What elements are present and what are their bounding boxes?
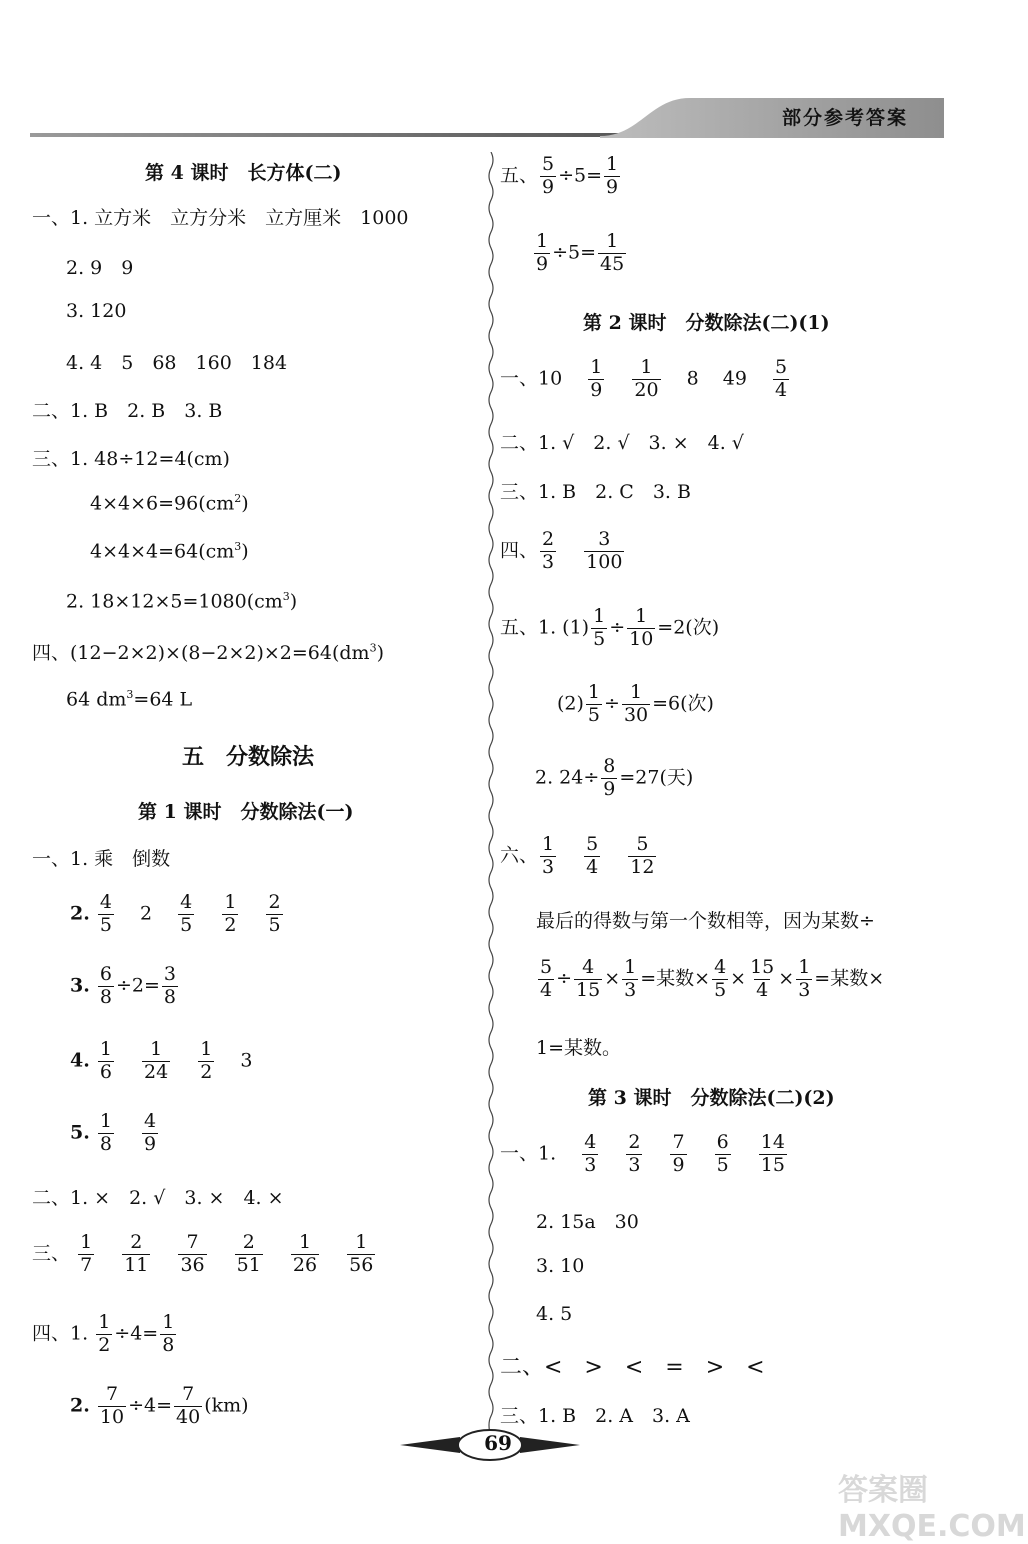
fraction: $\frac{1}{9}$	[606, 153, 619, 198]
column-divider	[487, 152, 495, 1437]
answer-line: 2. 24÷ $\frac{8}{9}$ =27(天)	[535, 755, 694, 800]
answer-line: 2. $18\times 12\times 5=1080(cm^3)$	[66, 590, 298, 613]
fraction: $\frac{2}{3}$	[542, 528, 555, 573]
fraction: $\frac{1}{9}$	[536, 230, 549, 275]
fraction: $\frac{4}{9}$	[144, 1110, 157, 1155]
fraction: $\frac{5}{4}$	[586, 833, 599, 878]
fraction: $\frac{7}{10}$	[99, 1383, 125, 1428]
answer-line: 一、1. 乘 倒数	[32, 848, 171, 870]
fraction: $\frac{1}{8}$	[162, 1311, 175, 1356]
fraction: $\frac{1}{3}$	[798, 956, 811, 1001]
fraction: $\frac{8}{9}$	[603, 755, 616, 800]
answer-line: $4\times 4\times 4=64(cm^3)$	[90, 540, 249, 563]
answer-line: 四、1. $\frac{1}{2}$ ÷4= $\frac{1}{8}$	[32, 1311, 175, 1356]
fraction: $\frac{1}{20}$	[634, 356, 659, 401]
fraction: $\frac{4}{3}$	[584, 1131, 597, 1176]
answer-line: 二、1. × 2. √ 3. × 4. ×	[32, 1187, 284, 1209]
answer-line: 2. 9 9	[66, 257, 134, 279]
answer-line: 二、1. B 2. B 3. B	[32, 400, 223, 422]
fraction: $\frac{1}{26}$	[292, 1231, 318, 1276]
fraction: $\frac{2}{51}$	[236, 1231, 261, 1276]
answer-line: $\frac{5}{4}$ ÷ $\frac{4}{15}$ × $\frac{1}{3}$ =某数× $\frac{4}{5}$ × $\frac{15}{4}$ × $\frac{1}{3}$ =某数×	[540, 956, 885, 1001]
answer-line: 2. $\frac{7}{10}$ ÷4= $\frac{7}{40}$ (km)	[70, 1383, 249, 1428]
header-title: 部分参考答案	[782, 107, 909, 129]
fraction: $\frac{2}{3}$	[628, 1131, 641, 1176]
lesson3-title: 第 3 课时 分数除法(二)(2)	[588, 1087, 835, 1109]
fraction: $\frac{1}{2}$	[224, 891, 237, 936]
answer-line: 六、 $\frac{1}{3}$ $\frac{5}{4}$ $\frac{5}{12}$	[500, 833, 655, 878]
fraction: $\frac{1}{9}$	[590, 356, 603, 401]
fraction: $\frac{1}{7}$	[80, 1231, 93, 1276]
answer-line: 4. 5	[536, 1303, 573, 1325]
answer-line: 1=某数。	[536, 1037, 622, 1059]
fraction: $\frac{1}{56}$	[349, 1231, 374, 1276]
fraction: $\frac{1}{6}$	[99, 1038, 112, 1083]
fraction: $\frac{1}{2}$	[200, 1038, 213, 1083]
fraction: $\frac{1}{3}$	[542, 833, 555, 878]
fraction: $\frac{1}{45}$	[600, 230, 625, 275]
fraction: $\frac{1}{3}$	[624, 956, 637, 1001]
answer-line: 四、$(12-2\times 2)\times(8-2\times 2)\times 2=64(dm^3)$	[32, 641, 384, 664]
answer-line: 2. $\frac{4}{5}$ 2 $\frac{4}{5}$ $\frac{1}{2}$ $\frac{2}{5}$	[70, 891, 281, 936]
answer-line: 五、1. (1) $\frac{1}{5}$ ÷ $\frac{1}{10}$ =2(次)	[500, 605, 720, 650]
answer-line: 4. $\frac{1}{6}$ $\frac{1}{24}$ $\frac{1}{2}$ 3	[70, 1038, 253, 1083]
lesson4-title: 第 4 课时 长方体(二)	[145, 162, 342, 184]
answer-line: 三、1. B 2. C 3. B	[500, 481, 691, 503]
answer-line: 64 $dm^3=64$ L	[66, 688, 193, 711]
answer-line: $4\times 4\times 6=96(cm^2)$	[90, 492, 249, 515]
fraction: $\frac{1}{30}$	[623, 681, 649, 726]
fraction: $\frac{5}{4}$	[540, 956, 553, 1001]
answer-line: (2) $\frac{1}{5}$ ÷ $\frac{1}{30}$ =6(次)	[557, 681, 714, 726]
fraction: $\frac{7}{40}$	[176, 1383, 201, 1428]
fraction: $\frac{4}{5}$	[99, 891, 112, 936]
fraction: $\frac{4}{5}$	[714, 956, 727, 1001]
answer-line: 一、10 $\frac{1}{9}$ $\frac{1}{20}$ 8 49 $\frac{5}{4}$	[500, 356, 788, 401]
header-rule	[30, 133, 640, 137]
fraction: $\frac{1}{2}$	[98, 1311, 111, 1356]
answer-line: $\frac{1}{9}$ ÷5= $\frac{1}{45}$	[536, 230, 625, 275]
fraction: $\frac{1}{5}$	[593, 605, 606, 650]
answer-line: 二、< > < = > <	[500, 1355, 765, 1380]
fraction: $\frac{1}{24}$	[144, 1038, 169, 1083]
answer-line: 3. $\frac{6}{8}$ ÷2= $\frac{3}{8}$	[70, 963, 177, 1008]
answer-line: 3. 10	[536, 1255, 585, 1277]
fraction: $\frac{5}{9}$	[542, 153, 555, 198]
page-number: 69	[484, 1431, 512, 1455]
answer-line: 四、 $\frac{2}{3}$ $\frac{3}{100}$	[500, 528, 623, 573]
fraction: $\frac{1}{8}$	[99, 1110, 112, 1155]
answer-line: 4. 4 5 68 160 184	[66, 352, 288, 374]
answer-line: 三、 $\frac{1}{7}$ $\frac{2}{11}$ $\frac{7}{36}$ $\frac{2}{51}$ $\frac{1}{26}$ $\frac{1}{56}$	[32, 1231, 374, 1276]
fraction: $\frac{7}{36}$	[180, 1231, 205, 1276]
fraction: $\frac{15}{4}$	[750, 956, 775, 1001]
answer-line: 3. 120	[66, 300, 127, 322]
fraction: $\frac{5}{12}$	[630, 833, 655, 878]
fraction: $\frac{3}{8}$	[163, 963, 177, 1008]
fraction: $\frac{6}{5}$	[716, 1131, 729, 1176]
fraction: $\frac{6}{8}$	[99, 963, 112, 1008]
fraction: $\frac{3}{100}$	[586, 528, 623, 573]
fraction: $\frac{2}{5}$	[268, 891, 281, 936]
answer-line: 一、1. $\frac{4}{3}$ $\frac{2}{3}$ $\frac{7}{9}$ $\frac{6}{5}$ $\frac{14}{15}$	[500, 1131, 785, 1176]
fraction: $\frac{2}{11}$	[124, 1231, 149, 1276]
lesson1-title: 第 1 课时 分数除法(一)	[138, 801, 354, 823]
section-title: 五 分数除法	[182, 744, 315, 770]
answer-line: 二、1. √ 2. √ 3. × 4. √	[500, 432, 744, 454]
answer-line: 五、 $\frac{5}{9}$ ÷5= $\frac{1}{9}$	[500, 153, 619, 198]
answer-line: 5. $\frac{1}{8}$ $\frac{4}{9}$	[70, 1110, 157, 1155]
fraction: $\frac{14}{15}$	[760, 1131, 785, 1176]
answer-line: 三、1. 48÷12=4(cm)	[32, 448, 230, 470]
lesson2-title: 第 2 课时 分数除法(二)(1)	[583, 312, 830, 334]
fraction: $\frac{5}{4}$	[774, 356, 788, 401]
answer-line: 2. 15a 30	[536, 1211, 639, 1233]
answer-line: 最后的得数与第一个数相等，因为某数÷	[536, 910, 875, 932]
watermark: 答案圈 MXQE.COM	[838, 1473, 1026, 1544]
fraction: $\frac{4}{15}$	[576, 956, 601, 1001]
fraction: $\frac{1}{10}$	[629, 605, 654, 650]
fraction: $\frac{7}{9}$	[672, 1131, 685, 1176]
answer-line: 三、1. B 2. A 3. A	[500, 1405, 690, 1427]
fraction: $\frac{4}{5}$	[180, 891, 193, 936]
answer-line: 一、1. 立方米 立方分米 立方厘米 1000	[32, 207, 409, 229]
fraction: $\frac{1}{5}$	[587, 681, 601, 726]
